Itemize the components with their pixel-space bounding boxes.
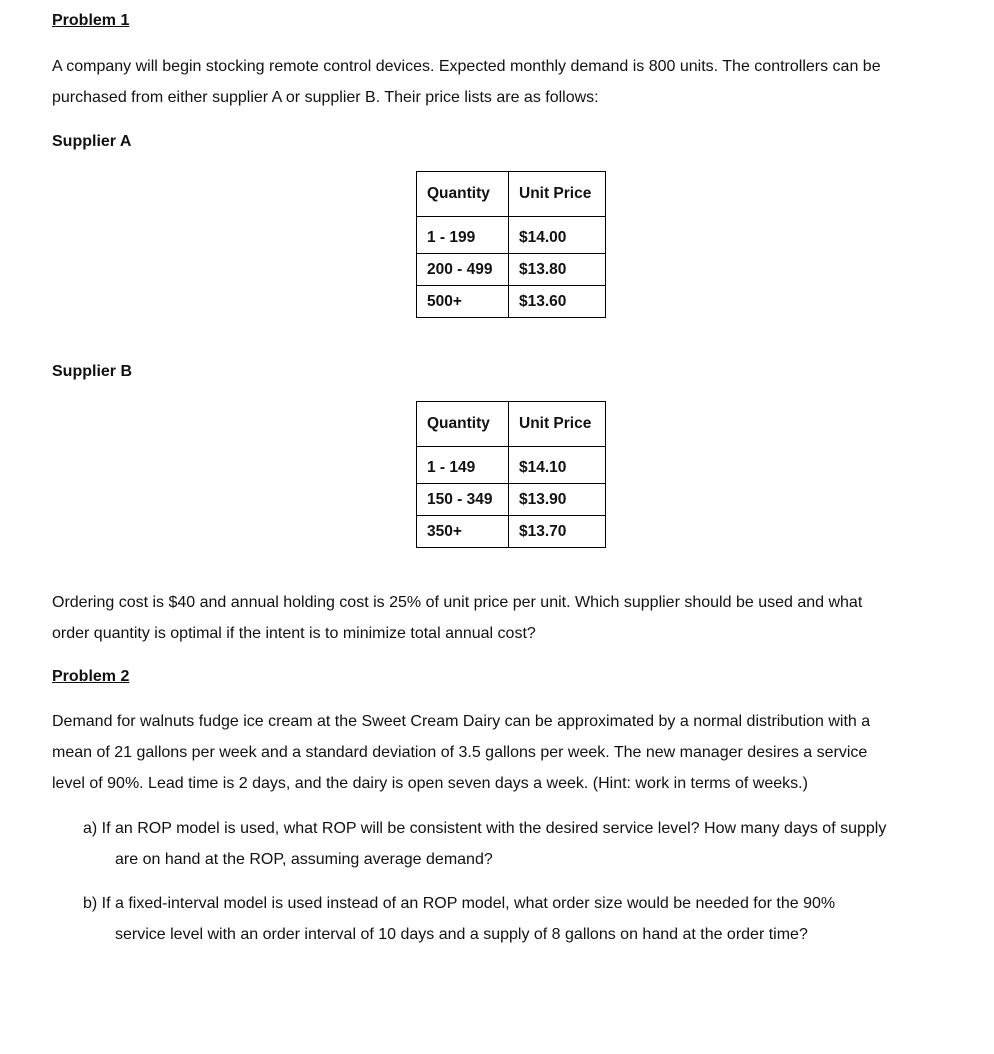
- table-cell-price: $13.90: [509, 484, 606, 516]
- problem-2-intro-line-3: level of 90%. Lead time is 2 days, and the dairy is open seven days a week. (Hint: work in terms of weeks.): [52, 775, 808, 792]
- problem-1-question-line-2: order quantity is optimal if the intent is to minimize total annual cost?: [52, 625, 536, 642]
- part-b-line-1: b) If a fixed-interval model is used instead of an ROP model, what order size would be needed for the 90%: [83, 895, 836, 912]
- part-a-line-2: are on hand at the ROP, assuming average demand?: [115, 851, 493, 868]
- table-header-row: [417, 172, 606, 217]
- part-a-line-1: a) If an ROP model is used, what ROP will be consistent with the desired service level? How many days of supply: [83, 820, 887, 837]
- table-row: [417, 484, 606, 516]
- table-cell-quantity: 500+: [417, 286, 509, 318]
- supplier-a-label: Supplier A: [52, 133, 132, 150]
- problem-2-part-a: [83, 813, 983, 875]
- table-cell-price: $13.70: [509, 516, 606, 548]
- table-cell-quantity: 150 - 349: [417, 484, 509, 516]
- table-header-unit-price: Unit Price: [509, 172, 606, 217]
- part-b-line-2: service level with an order interval of 10 days and a supply of 8 gallons on hand at the order time?: [115, 926, 808, 943]
- table-cell-quantity: 200 - 499: [417, 254, 509, 286]
- table-row: [417, 286, 606, 318]
- table-row: [417, 516, 606, 548]
- problem-1-title: Problem 1: [52, 12, 130, 29]
- table-header-unit-price: Unit Price: [509, 402, 606, 447]
- problem-2-title: Problem 2: [52, 668, 130, 685]
- problem-2-intro-line-1: Demand for walnuts fudge ice cream at the Sweet Cream Dairy can be approximated by a normal distribution with a: [52, 713, 871, 730]
- table-header-quantity: Quantity: [417, 172, 509, 217]
- table-header-quantity: Quantity: [417, 402, 509, 447]
- table-cell-price: $14.10: [509, 447, 606, 484]
- table-row: [417, 254, 606, 286]
- table-cell-price: $14.00: [509, 217, 606, 254]
- table-header-row: [417, 402, 606, 447]
- table-cell-price: $13.60: [509, 286, 606, 318]
- table-cell-quantity: 1 - 199: [417, 217, 509, 254]
- problem-1-question: [52, 587, 982, 649]
- problem-2-part-b: [83, 888, 983, 950]
- table-cell-quantity: 1 - 149: [417, 447, 509, 484]
- table-row: [417, 447, 606, 484]
- problem-1-intro: [52, 51, 982, 113]
- supplier-b-label: Supplier B: [52, 363, 133, 380]
- problem-2-intro-line-2: mean of 21 gallons per week and a standard deviation of 3.5 gallons per week. The new manager desires a service: [52, 744, 868, 761]
- supplier-b-price-table: [416, 401, 606, 548]
- table-row: [417, 217, 606, 254]
- problem-1-question-line-1: Ordering cost is $40 and annual holding cost is 25% of unit price per unit. Which supplier should be used and what: [52, 594, 863, 611]
- supplier-a-price-table: [416, 171, 606, 318]
- problem-2-intro: [52, 706, 982, 799]
- table-cell-price: $13.80: [509, 254, 606, 286]
- problem-1-intro-line-1: A company will begin stocking remote control devices. Expected monthly demand is 800 units. The controllers can be: [52, 58, 881, 75]
- table-cell-quantity: 350+: [417, 516, 509, 548]
- problem-1-intro-line-2: purchased from either supplier A or supplier B. Their price lists are as follows:: [52, 89, 599, 106]
